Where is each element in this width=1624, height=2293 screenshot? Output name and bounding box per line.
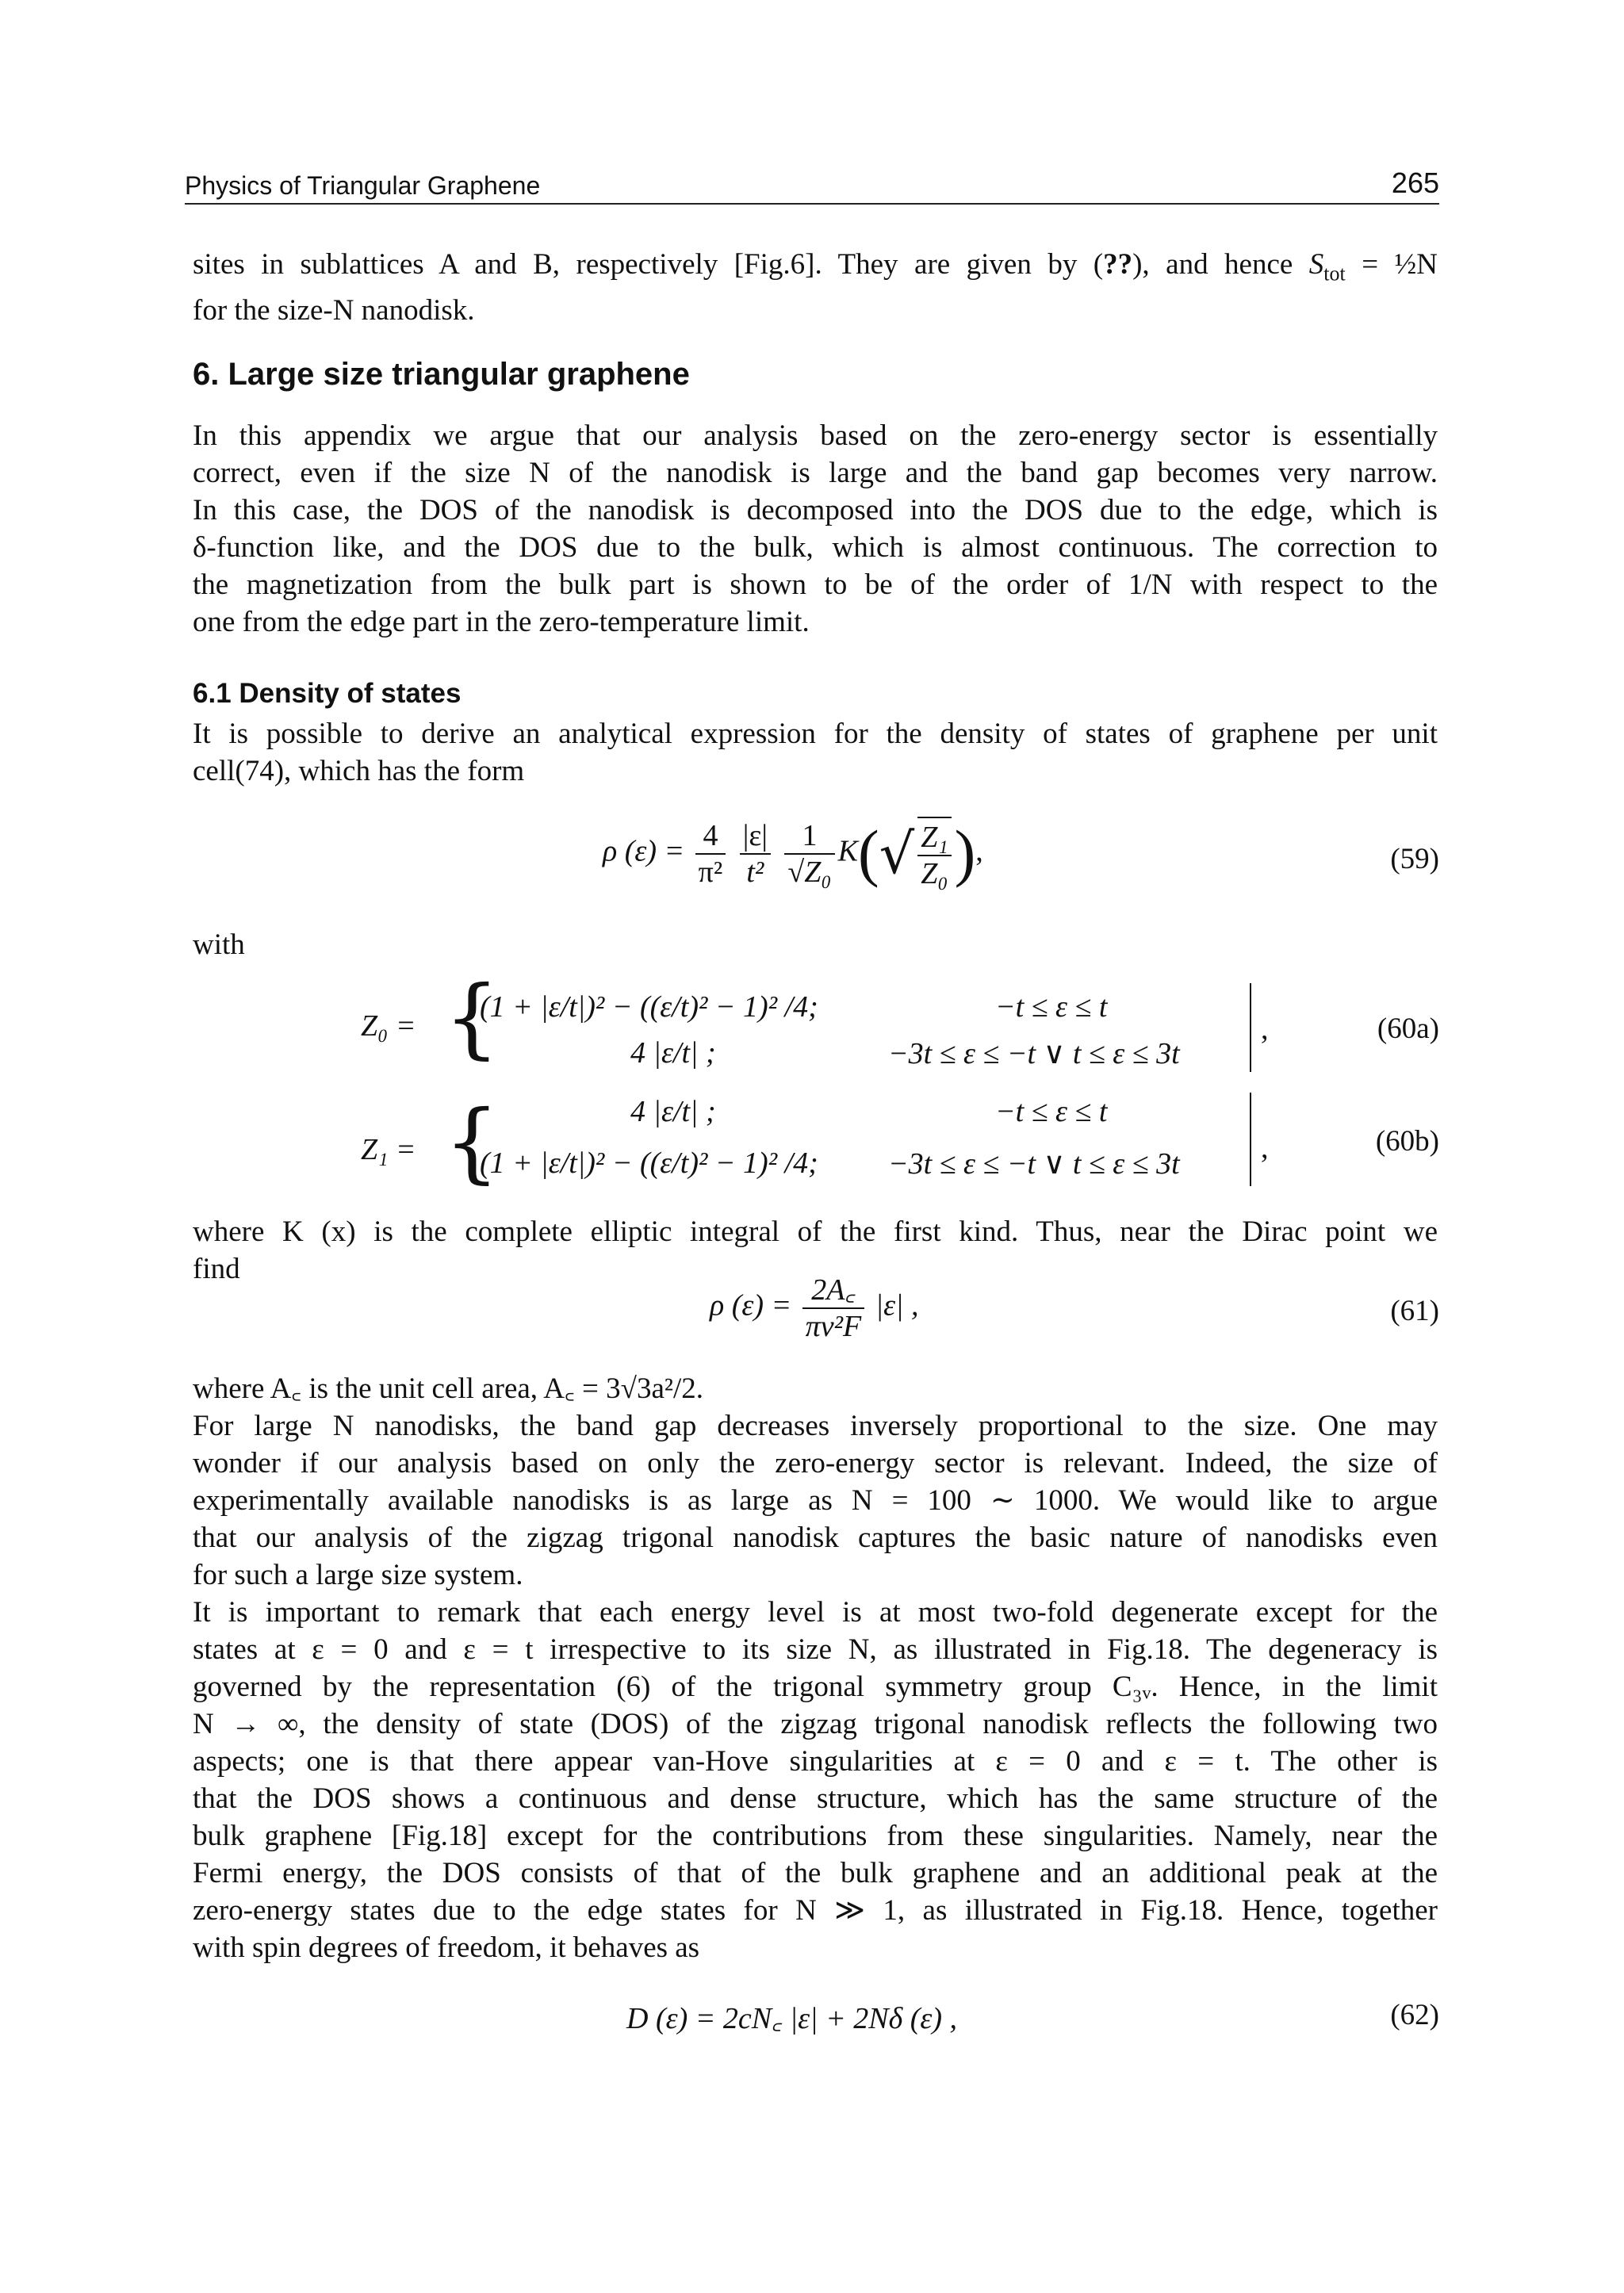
section-line: In this case, the DOS of the nanodisk is decomposed into the DOS due to the edge, which is [193, 494, 1438, 526]
unit-cell-line: where A꜀ is the unit cell area, A꜀ = 3√3a²/2. [193, 1372, 703, 1405]
large-n-line: For large N nanodisks, the band gap decreases inversely proportional to the size. One may [193, 1410, 1438, 1442]
intro-line-1: sites in sublattices A and B, respectively [Fig.6]. They are given by (??), and hence $S_{tot}$ = ½N [193, 248, 1438, 285]
eq60a-row1-cond: −t ≤ ε ≤ t [995, 990, 1108, 1024]
subsection-paragraph [193, 715, 1438, 790]
section-line: one from the edge part in the zero-temperature limit. [193, 606, 810, 638]
header-rule [185, 203, 1439, 205]
subsection-line: It is possible to derive an analytical expression for the density of states of graphene per unit [193, 718, 1438, 750]
section-heading: 6. Large size triangular graphene [193, 357, 690, 392]
equation-61: ρ (ε) = $\frac{2A꜀}{\text{πv²F}}$ |ε| , [710, 1273, 919, 1343]
running-title: Physics of Triangular Graphene [185, 171, 541, 200]
eq60a-lhs: Z₀ = [361, 1009, 416, 1043]
unit-cell-paragraph [193, 1370, 1438, 1966]
large-n-line: experimentally available nanodisks is as large as N = 100 ∼ 1000. We would like to argue [193, 1484, 1438, 1517]
elliptic-line-1: where K (x) is the complete elliptic integral of the first kind. Thus, near the Dirac point we [193, 1215, 1438, 1248]
equation-62: D (ε) = 2cN꜀ |ε| + 2Nδ (ε) , [626, 2002, 958, 2035]
eq60a-row2-expr: 4 |ε/t| ; [630, 1036, 716, 1070]
eq60b-row1-expr: 4 |ε/t| ; [630, 1095, 716, 1128]
equation-number-59: (59) [1390, 843, 1439, 875]
degeneracy-line: It is important to remark that each energy level is at most two-fold degenerate except for the [193, 1596, 1438, 1629]
degeneracy-line: zero-energy states due to the edge states for N ≫ 1, as illustrated in Fig.18. Hence, together [193, 1894, 1438, 1927]
large-n-line: for such a large size system. [193, 1559, 523, 1591]
eq60a-row2-cond: −3t ≤ ε ≤ −t ∨ t ≤ ε ≤ 3t [888, 1037, 1180, 1070]
section-paragraph [193, 417, 1438, 641]
degeneracy-line: aspects; one is that there appear van-Hove singularities at ε = 0 and ε = t. The other is [193, 1745, 1438, 1778]
eq60a-bar [1250, 983, 1251, 1072]
section-line: In this appendix we argue that our analysis based on the zero-energy sector is essentially [193, 419, 1438, 452]
intro-paragraph [193, 246, 1438, 329]
elliptic-line-2: find [193, 1253, 240, 1285]
degeneracy-line: that the DOS shows a continuous and dense structure, which has the same structure of the [193, 1782, 1438, 1815]
subsection-heading: 6.1 Density of states [193, 678, 462, 709]
eq60b-row2-expr: (1 + |ε/t|)² − ((ε/t)² − 1)² /4; [480, 1146, 818, 1180]
degeneracy-line: bulk graphene [Fig.18] except for the contributions from these singularities. Namely, near the [193, 1820, 1438, 1852]
eq60b-bar [1250, 1093, 1251, 1186]
eq60b-row1-cond: −t ≤ ε ≤ t [995, 1095, 1108, 1128]
eq60b-row2-cond: −3t ≤ ε ≤ −t ∨ t ≤ ε ≤ 3t [888, 1147, 1180, 1181]
eq60b-comma: , [1261, 1131, 1269, 1165]
eq60a-comma: , [1261, 1013, 1269, 1046]
degeneracy-line: states at ε = 0 and ε = t irrespective to its size N, as illustrated in Fig.18. The degeneracy is [193, 1633, 1438, 1666]
large-n-line: wonder if our analysis based on only the zero-energy sector is relevant. Indeed, the size of [193, 1447, 1438, 1480]
eq60b-lhs: Z₁ = [361, 1133, 416, 1166]
eq60b-brace: { [444, 1091, 500, 1192]
degeneracy-line: Fermi energy, the DOS consists of that of the bulk graphene and an additional peak at the [193, 1857, 1438, 1889]
running-head [185, 165, 1439, 205]
section-line: the magnetization from the bulk part is shown to be of the order of 1/N with respect to the [193, 568, 1438, 601]
intro-line-2: for the size-N nanodisk. [193, 294, 475, 327]
equation-number-60a: (60a) [1377, 1013, 1439, 1045]
subsection-line: cell(74), which has the form [193, 755, 525, 787]
eq60a-row1-expr: (1 + |ε/t|)² − ((ε/t)² − 1)² /4; [480, 990, 818, 1024]
page-number: 265 [1391, 167, 1439, 199]
degeneracy-line: with spin degrees of freedom, it behaves as [193, 1931, 700, 1964]
section-line: δ-function like, and the DOS due to the bulk, which is almost continuous. The correction to [193, 531, 1438, 564]
equation-number-62: (62) [1390, 1999, 1439, 2031]
equation-59: ρ (ε) = $\frac{4}{\text{π²}}$ $\frac{|\varepsilon|}{\text{t²}}$ $\frac{1}{\text{√Z₀}}$ K(√ $\frac{\text{Z₁}}{\text{Z₀}}$ ), [603, 817, 983, 891]
eq60a-brace: { [444, 967, 500, 1068]
large-n-line: that our analysis of the zigzag trigonal nanodisk captures the basic nature of nanodisks even [193, 1522, 1438, 1554]
degeneracy-line: N → ∞, the density of state (DOS) of the zigzag trigonal nanodisk reflects the following two [193, 1708, 1438, 1740]
section-line: correct, even if the size N of the nanodisk is large and the band gap becomes very narrow. [193, 457, 1438, 489]
degeneracy-line: governed by the representation (6) of the trigonal symmetry group C₃ᵥ. Hence, in the limit [193, 1671, 1438, 1703]
with-word: with [193, 928, 245, 961]
equation-number-61: (61) [1390, 1295, 1439, 1327]
equation-number-60b: (60b) [1375, 1125, 1439, 1158]
